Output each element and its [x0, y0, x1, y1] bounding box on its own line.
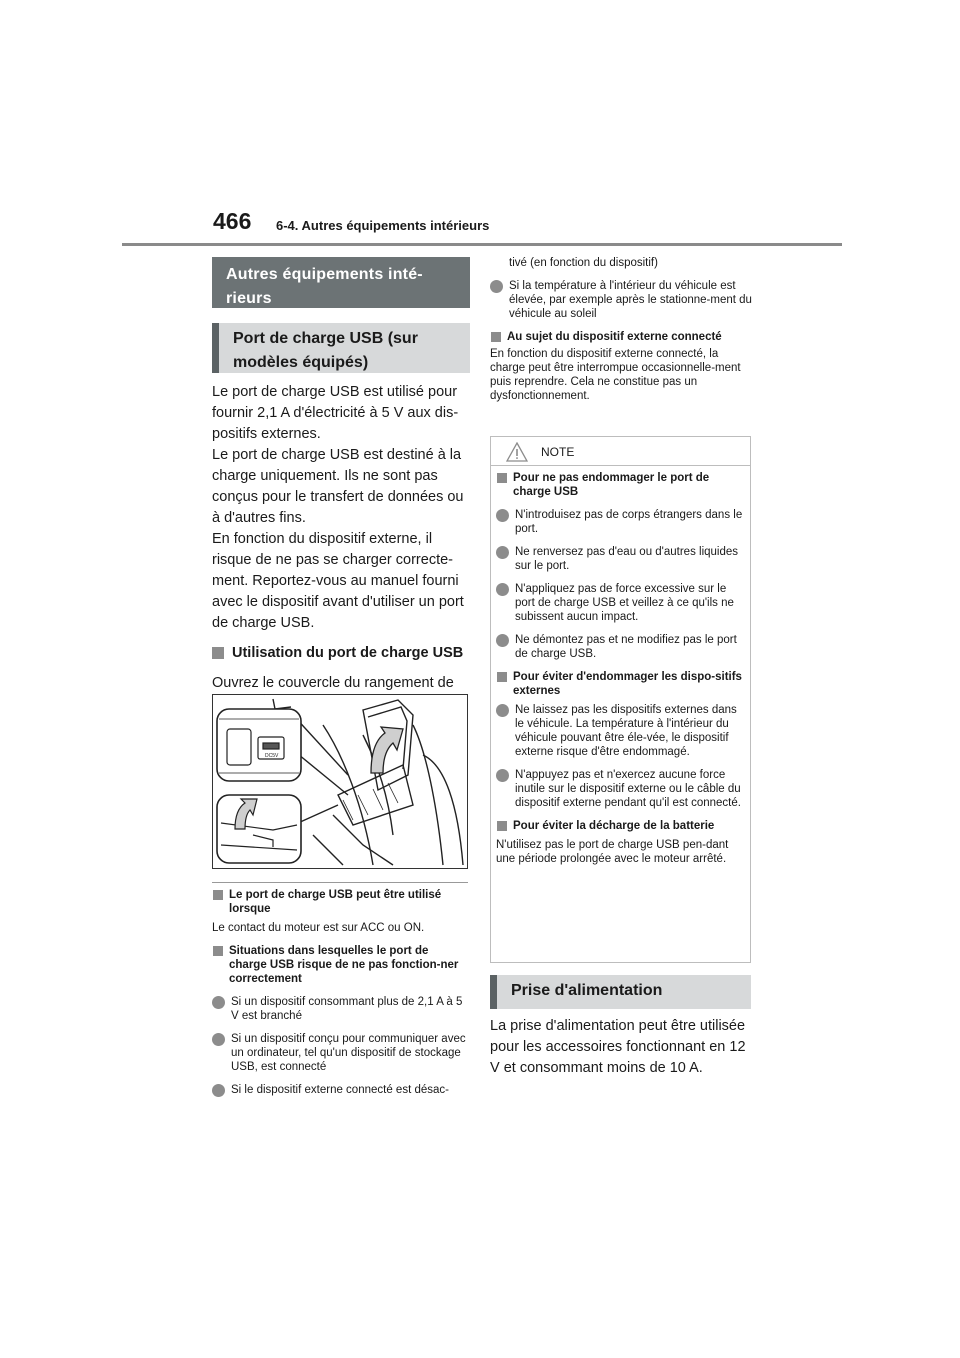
square-bullet-icon	[497, 672, 507, 682]
lid-open-arrow	[371, 727, 403, 773]
external-text: En fonction du dispositif externe connecté, la charge peut être interrompue occasionnelle-ment puis reprendre. Cela ne constitue pas un dysfonctionnement.	[490, 348, 741, 402]
svg-text:DC5V: DC5V	[265, 753, 279, 759]
banner-port-usb-label: Port de charge USB (sur modèles équipés)	[233, 330, 418, 371]
usage-text: Ouvrez le couvercle du rangement de	[212, 675, 454, 691]
banner-prise-alimentation	[490, 975, 751, 1009]
list-item-text: Si un dispositif consommant plus de 2,1 A à 5 V est branché	[231, 996, 463, 1022]
note1-text: Le contact du moteur est sur ACC ou ON.	[212, 922, 425, 934]
note-header-rule	[490, 465, 751, 466]
banner-autres-equipements	[212, 257, 470, 308]
continued-text: tivé (en fonction du dispositif)	[509, 257, 658, 269]
note-heading-1-label: Pour ne pas endommager le port de charge USB	[513, 472, 710, 498]
round-bullet-icon	[496, 634, 509, 647]
external-heading	[490, 330, 752, 344]
round-bullet-icon	[496, 546, 509, 559]
round-bullet-icon	[212, 1084, 225, 1097]
list-item-text: N'appuyez pas et n'exercez aucune force inutile sur le dispositif externe ou le câble du dispositif externe pendant qu'il est connecté.	[515, 769, 741, 809]
note-heading-2	[496, 670, 746, 698]
square-bullet-icon	[213, 890, 223, 900]
banner-port-usb	[212, 323, 470, 373]
round-bullet-icon	[496, 509, 509, 522]
page-number: 466	[213, 208, 252, 234]
banner-prise-alimentation-label: Prise d'alimentation	[511, 982, 663, 999]
usb-intro-paragraph-3: En fonction du dispositif externe, il risque de ne pas se charger correcte-ment. Reportez-vous au manuel fourni avec le dispositif avant d'utiliser un port de charge USB.	[212, 531, 464, 631]
list-item-text: Si la température à l'intérieur du véhicule est élevée, par exemple après le stationne-ment du véhicule au soleil	[509, 280, 752, 320]
note1-heading	[212, 888, 468, 916]
section-title: 6-4. Autres équipements intérieurs	[276, 218, 490, 233]
note-heading-3-label: Pour éviter la décharge de la batterie	[513, 820, 715, 832]
list-item-text: N'appliquez pas de force excessive sur le port de charge USB et veillez à ce qu'ils ne subissent aucun impact.	[515, 583, 734, 623]
square-bullet-icon	[212, 647, 224, 659]
usb-notes	[212, 888, 468, 1097]
power-text: La prise d'alimentation peut être utilisée pour les accessoires fonctionnant en 12 V et consommant moins de 10 A.	[490, 1018, 746, 1076]
note-content	[496, 471, 746, 866]
usb-intro-paragraph-1: Le port de charge USB est utilisé pour fournir 2,1 A d'électricité à 5 V aux dis-positifs externes.	[212, 384, 459, 442]
list-item	[212, 995, 468, 1023]
usb-notes-continued	[490, 256, 752, 403]
note2-heading-label: Situations dans lesquelles le port de charge USB risque de ne pas fonction-ner correctement	[229, 945, 459, 985]
list-item-text: Ne démontez pas et ne modifiez pas le port de charge USB.	[515, 634, 737, 660]
section-divider	[212, 882, 468, 883]
list-item	[496, 768, 746, 810]
usb-intro-paragraph-2: Le port de charge USB est destiné à la charge uniquement. Ils ne sont pas conçus pour le transfert de données ou à d'autres fins.	[212, 447, 464, 526]
round-bullet-icon	[496, 704, 509, 717]
banner-autres-equipements-label: Autres équipements inté-rieurs	[226, 266, 423, 307]
round-bullet-icon	[212, 996, 225, 1009]
note-text-3: N'utilisez pas le port de charge USB pen-dant une période prolongée avec le moteur arrêté.	[496, 839, 729, 865]
list-item	[496, 545, 746, 573]
square-bullet-icon	[213, 946, 223, 956]
list-item	[212, 1032, 468, 1074]
list-item	[496, 508, 746, 536]
list-item	[496, 582, 746, 624]
list-item	[212, 1083, 468, 1097]
warning-triangle-icon	[506, 442, 528, 467]
note-heading-1	[496, 471, 746, 499]
list-item	[490, 279, 752, 321]
square-bullet-icon	[497, 821, 507, 831]
round-bullet-icon	[490, 280, 503, 293]
note-heading-2-label: Pour éviter d'endommager les dispo-sitifs externes	[513, 671, 742, 697]
list-item	[496, 633, 746, 661]
console-illustration-svg	[213, 695, 467, 868]
heading-usage-label: Utilisation du port de charge USB	[232, 645, 464, 661]
square-bullet-icon	[497, 473, 507, 483]
note2-heading	[212, 944, 468, 986]
list-item-text: Ne renversez pas d'eau ou d'autres liquides sur le port.	[515, 546, 739, 572]
header-rule	[122, 243, 842, 246]
external-heading-label: Au sujet du dispositif externe connecté	[507, 331, 722, 343]
list-item-text: Si un dispositif conçu pour communiquer avec un ordinateur, tel qu'un dispositif de stockage USB, est connecté	[231, 1033, 466, 1073]
note1-heading-label: Le port de charge USB peut être utilisé lorsque	[229, 889, 442, 915]
round-bullet-icon	[496, 583, 509, 596]
note-heading-3	[496, 819, 746, 833]
usb-intro	[212, 382, 468, 715]
round-bullet-icon	[496, 769, 509, 782]
heading-usage	[212, 643, 468, 664]
square-bullet-icon	[491, 332, 501, 342]
list-item	[496, 703, 746, 759]
list-item-text: Ne laissez pas les dispositifs externes dans le véhicule. La température à l'intérieur du véhicule pouvant être éle-vée, le dispositif externe risque d'être endommagé.	[515, 704, 737, 758]
round-bullet-icon	[212, 1033, 225, 1046]
usb-port-illustration	[212, 694, 468, 869]
list-item-text: Si le dispositif externe connecté est désac-	[231, 1084, 449, 1096]
note-title: NOTE	[541, 445, 575, 459]
list-item-text: N'introduisez pas de corps étrangers dans le port.	[515, 509, 743, 535]
